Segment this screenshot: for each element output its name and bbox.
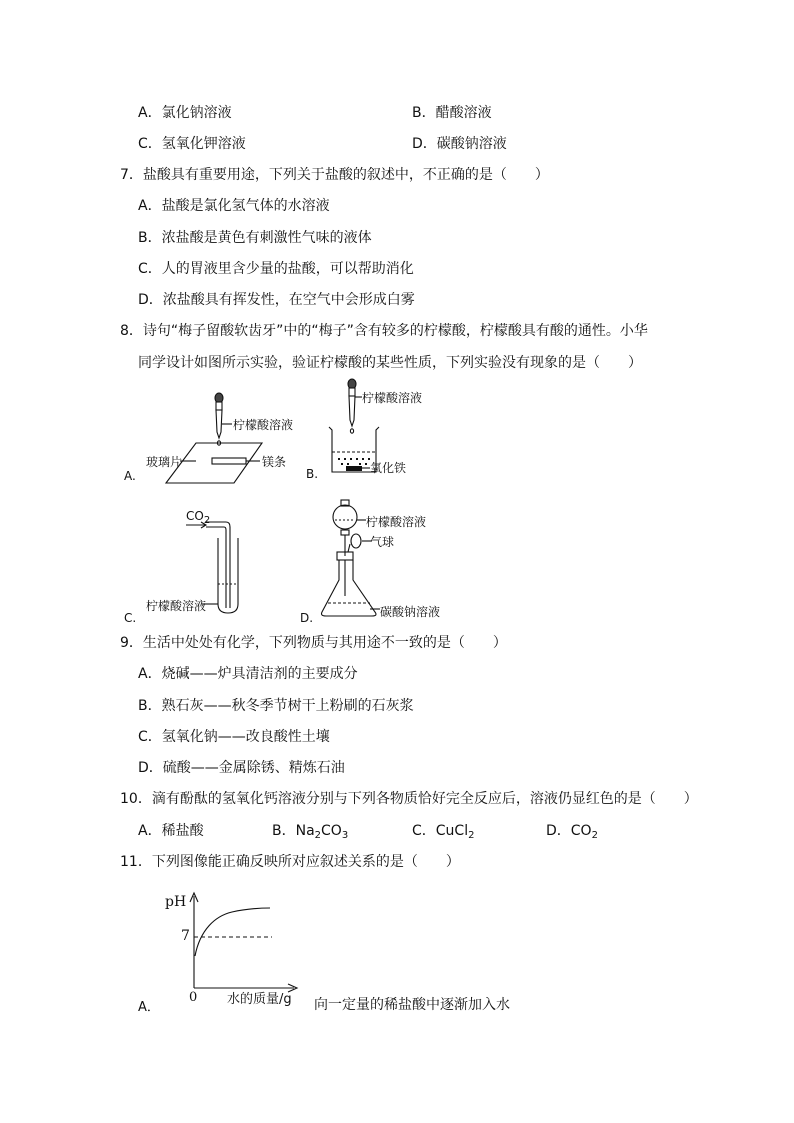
fig-a-letter: A. bbox=[124, 469, 136, 483]
test-tube bbox=[218, 538, 238, 613]
y-axis-label: pH bbox=[165, 894, 187, 910]
q7-option-a: A．盐酸是氯化氢气体的水溶液 bbox=[138, 198, 330, 214]
graph-a-caption: 向一定量的稀盐酸中逐渐加入水 bbox=[314, 997, 510, 1013]
fig-b-letter: B. bbox=[306, 467, 319, 481]
dropper-icon bbox=[215, 393, 223, 445]
q11-stem: 11．下列图像能正确反映所对应叙述关系的是（ ） bbox=[120, 854, 460, 870]
fig-b-dropper-label: 柠檬酸溶液 bbox=[362, 391, 423, 405]
q9-option-d: D．硫酸——金属除锈、精炼石油 bbox=[138, 760, 345, 776]
y-axis bbox=[190, 893, 198, 988]
q7-option-b: B．浓盐酸是黄色有刺激性气味的液体 bbox=[138, 230, 372, 246]
q7-option-d: D．浓盐酸具有挥发性，在空气中会形成白雾 bbox=[138, 292, 415, 308]
q10-stem: 10．滴有酚酞的氢氧化钙溶液分别与下列各物质恰好完全反应后，溶液仍显红色的是（ ） bbox=[120, 791, 698, 807]
q8-stem-line1: 8．诗句“梅子留酸软齿牙”中的“梅子”含有较多的柠檬酸，柠檬酸具有酸的通性。小华 bbox=[120, 323, 648, 339]
q6-option-c: C．氢氧化钾溶液 bbox=[138, 136, 246, 152]
iron-oxide-solid bbox=[346, 466, 362, 471]
q7-option-c: C．人的胃液里含少量的盐酸，可以帮助消化 bbox=[138, 261, 414, 277]
q9-option-a: A．烧碱——炉具清洁剂的主要成分 bbox=[138, 666, 358, 682]
q10-option-d: D．$CO_2$ bbox=[546, 823, 598, 841]
q6-option-b: B．醋酸溶液 bbox=[412, 105, 492, 121]
dropper-icon bbox=[348, 379, 356, 433]
fig-d-balloon-label: 气球 bbox=[370, 535, 395, 549]
separating-funnel bbox=[333, 505, 357, 529]
q9-option-c: C．氢氧化钠——改良酸性土壤 bbox=[138, 729, 330, 745]
ph-curve bbox=[195, 908, 270, 956]
fig-a-dropper-label: 柠檬酸溶液 bbox=[233, 418, 294, 432]
fig-b-solid-label: 氧化铁 bbox=[370, 461, 407, 475]
q10-option-b: B．$Na_2CO_3$ bbox=[272, 823, 349, 841]
q9-stem: 9．生活中处处有化学，下列物质与其用途不一致的是（ ） bbox=[120, 635, 507, 651]
fig-c-letter: C. bbox=[124, 611, 137, 625]
q7-stem: 7．盐酸具有重要用途，下列关于盐酸的叙述中，不正确的是（ ） bbox=[120, 167, 549, 183]
fig-a-strip-label: 镁条 bbox=[262, 455, 287, 469]
fig-d-funnel-label: 柠檬酸溶液 bbox=[366, 515, 427, 529]
magnesium-strip bbox=[212, 458, 246, 464]
fig-c-gas-label: $CO_2$ bbox=[186, 509, 211, 526]
x-axis-label: 水的质量/g bbox=[227, 992, 292, 1007]
origin-label: 0 bbox=[189, 990, 198, 1005]
q6-option-a: A．氯化钠溶液 bbox=[138, 105, 232, 121]
graph-a-letter: A． bbox=[138, 1000, 160, 1015]
conical-flask bbox=[322, 560, 377, 616]
balloon bbox=[351, 534, 361, 548]
q8-stem-line2: 同学设计如图所示实验，验证柠檬酸的某些性质，下列实验没有现象的是（ ） bbox=[138, 355, 642, 371]
q9-option-b: B．熟石灰——秋冬季节树干上粉刷的石灰浆 bbox=[138, 698, 414, 714]
y-tick-7: 7 bbox=[181, 928, 190, 944]
q6-option-d: D．碳酸钠溶液 bbox=[412, 136, 507, 152]
fig-c-liquid-label: 柠檬酸溶液 bbox=[146, 599, 207, 613]
fig-a-plate-label: 玻璃片 bbox=[146, 455, 183, 469]
q10-option-a: A．稀盐酸 bbox=[138, 823, 204, 839]
q10-option-c: C．CuCl$_2$ bbox=[412, 823, 475, 841]
fig-d-letter: D. bbox=[300, 611, 314, 625]
fig-d-flask-label: 碳酸钠溶液 bbox=[380, 605, 441, 619]
